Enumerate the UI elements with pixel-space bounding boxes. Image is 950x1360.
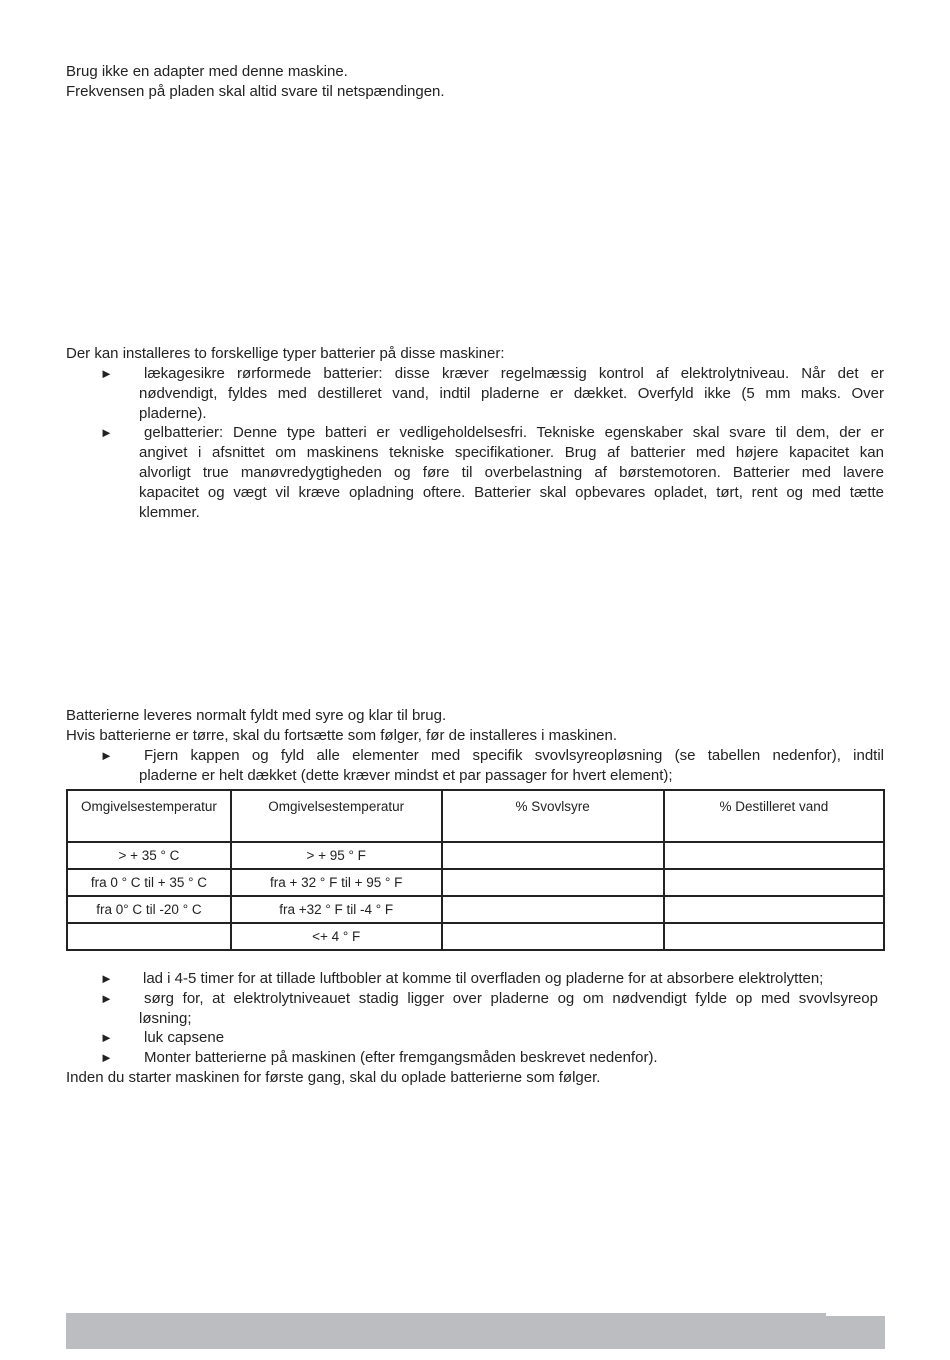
after-table-list — [66, 969, 884, 1068]
table-row — [67, 869, 884, 896]
table-header-row — [67, 790, 884, 842]
table-cell — [664, 869, 884, 896]
table-row — [67, 842, 884, 869]
list-item — [66, 423, 884, 522]
table-cell — [442, 923, 664, 950]
table-cell: fra 0° C til -20 ° C — [67, 896, 231, 923]
footer-notch — [826, 1313, 885, 1316]
bullet-arrow-icon: ► — [100, 748, 113, 763]
table-cell — [664, 896, 884, 923]
table-row — [67, 896, 884, 923]
table-cell — [664, 923, 884, 950]
bullet-text: lækagesikre rørformede batterier: disse kræver regelmæssig kontrol af elektrolytniveau. Når det er nødvendigt, fyldes med destilleret vand, indtil pladerne er dækket. Overfyld ikke (5 mm maks. Over pladerne). — [139, 365, 884, 422]
table-cell: <+ 4 ° F — [231, 923, 442, 950]
table-cell: fra + 32 ° F til + 95 ° F — [231, 869, 442, 896]
table-row — [67, 923, 884, 950]
table-cell: > + 35 ° C — [67, 842, 231, 869]
list-item — [66, 969, 884, 989]
table-header-cell: Omgivelsestemperatur — [67, 790, 231, 842]
filling-line-2: Hvis batterierne er tørre, skal du fortsætte som følger, før de installeres i maskinen. — [66, 727, 618, 744]
table-cell: fra 0 ° C til + 35 ° C — [67, 869, 231, 896]
table-cell — [442, 869, 664, 896]
intro-line-1: Brug ikke en adapter med denne maskine. — [66, 63, 348, 80]
table-cell: > + 95 ° F — [231, 842, 442, 869]
table-cell: fra +32 ° F til -4 ° F — [231, 896, 442, 923]
list-item — [66, 364, 884, 423]
batteries-intro: Der kan installeres to forskellige typer batterier på disse maskiner: — [66, 345, 505, 362]
closing-line: Inden du starter maskinen for første gang, skal du oplade batterierne som følger. — [66, 1069, 601, 1086]
table-header-cell: % Svovlsyre — [442, 790, 664, 842]
bullet-arrow-icon: ► — [100, 1030, 113, 1046]
bullet-text: sørg for, at elektrolytniveauet stadig ligger over pladerne og om nødvendigt fylde op med svovlsyreop løsning; — [139, 989, 878, 1027]
list-item — [66, 1048, 884, 1068]
list-item — [66, 1028, 884, 1048]
bullet-arrow-icon: ► — [100, 971, 113, 986]
bullet-text: lad i 4-5 timer for at tillade luftbobler at komme til overfladen og pladerne for at absorbere elektrolytten; — [143, 970, 824, 987]
filling-line-1: Batterierne leveres normalt fyldt med syre og klar til brug. — [66, 707, 447, 724]
bullet-arrow-icon: ► — [100, 366, 113, 381]
table-header-cell: % Destilleret vand — [664, 790, 884, 842]
bullet-text: Monter batterierne på maskinen (efter fremgangsmåden beskrevet nedenfor). — [144, 1049, 658, 1067]
table-cell — [67, 923, 231, 950]
bullet-arrow-icon: ► — [100, 1050, 113, 1066]
table-header-cell: Omgivelsestemperatur — [231, 790, 442, 842]
bullet-text: Fjern kappen og fyld alle elementer med specifik svovlsyreopløsning (se tabellen nedenfor), indtil pladerne er helt dækket (dette kræver mindst et par passager for hvert element); — [139, 747, 884, 784]
filling-list — [66, 746, 884, 786]
bullet-text: gelbatterier: Denne type batteri er vedligeholdelsesfri. Tekniske egenskaber skal svare til dem, der er angivet i afsnittet om maskinens tekniske specifikationer. Brug af batterier med højere kapacitet kan alvorligt true manøvredygtigheden og føre til overbelastning af børstemotoren. Batterier med lavere kapacitet og vægt vil kræve opladning oftere. Batterier skal opbevares opladet, tørt, rent og med tætte klemmer. — [139, 424, 884, 521]
footer-bar — [66, 1313, 885, 1349]
list-item — [66, 746, 884, 786]
list-item — [66, 989, 884, 1029]
intro-line-2: Frekvensen på pladen skal altid svare til netspændingen. — [66, 83, 445, 100]
table-cell — [442, 842, 664, 869]
bullet-arrow-icon: ► — [100, 425, 113, 441]
table-cell — [664, 842, 884, 869]
table-cell — [442, 896, 664, 923]
battery-types-list — [66, 364, 884, 522]
acid-mixing-table — [66, 789, 885, 951]
bullet-arrow-icon: ► — [100, 990, 113, 1006]
bullet-text: luk capsene — [144, 1029, 225, 1047]
